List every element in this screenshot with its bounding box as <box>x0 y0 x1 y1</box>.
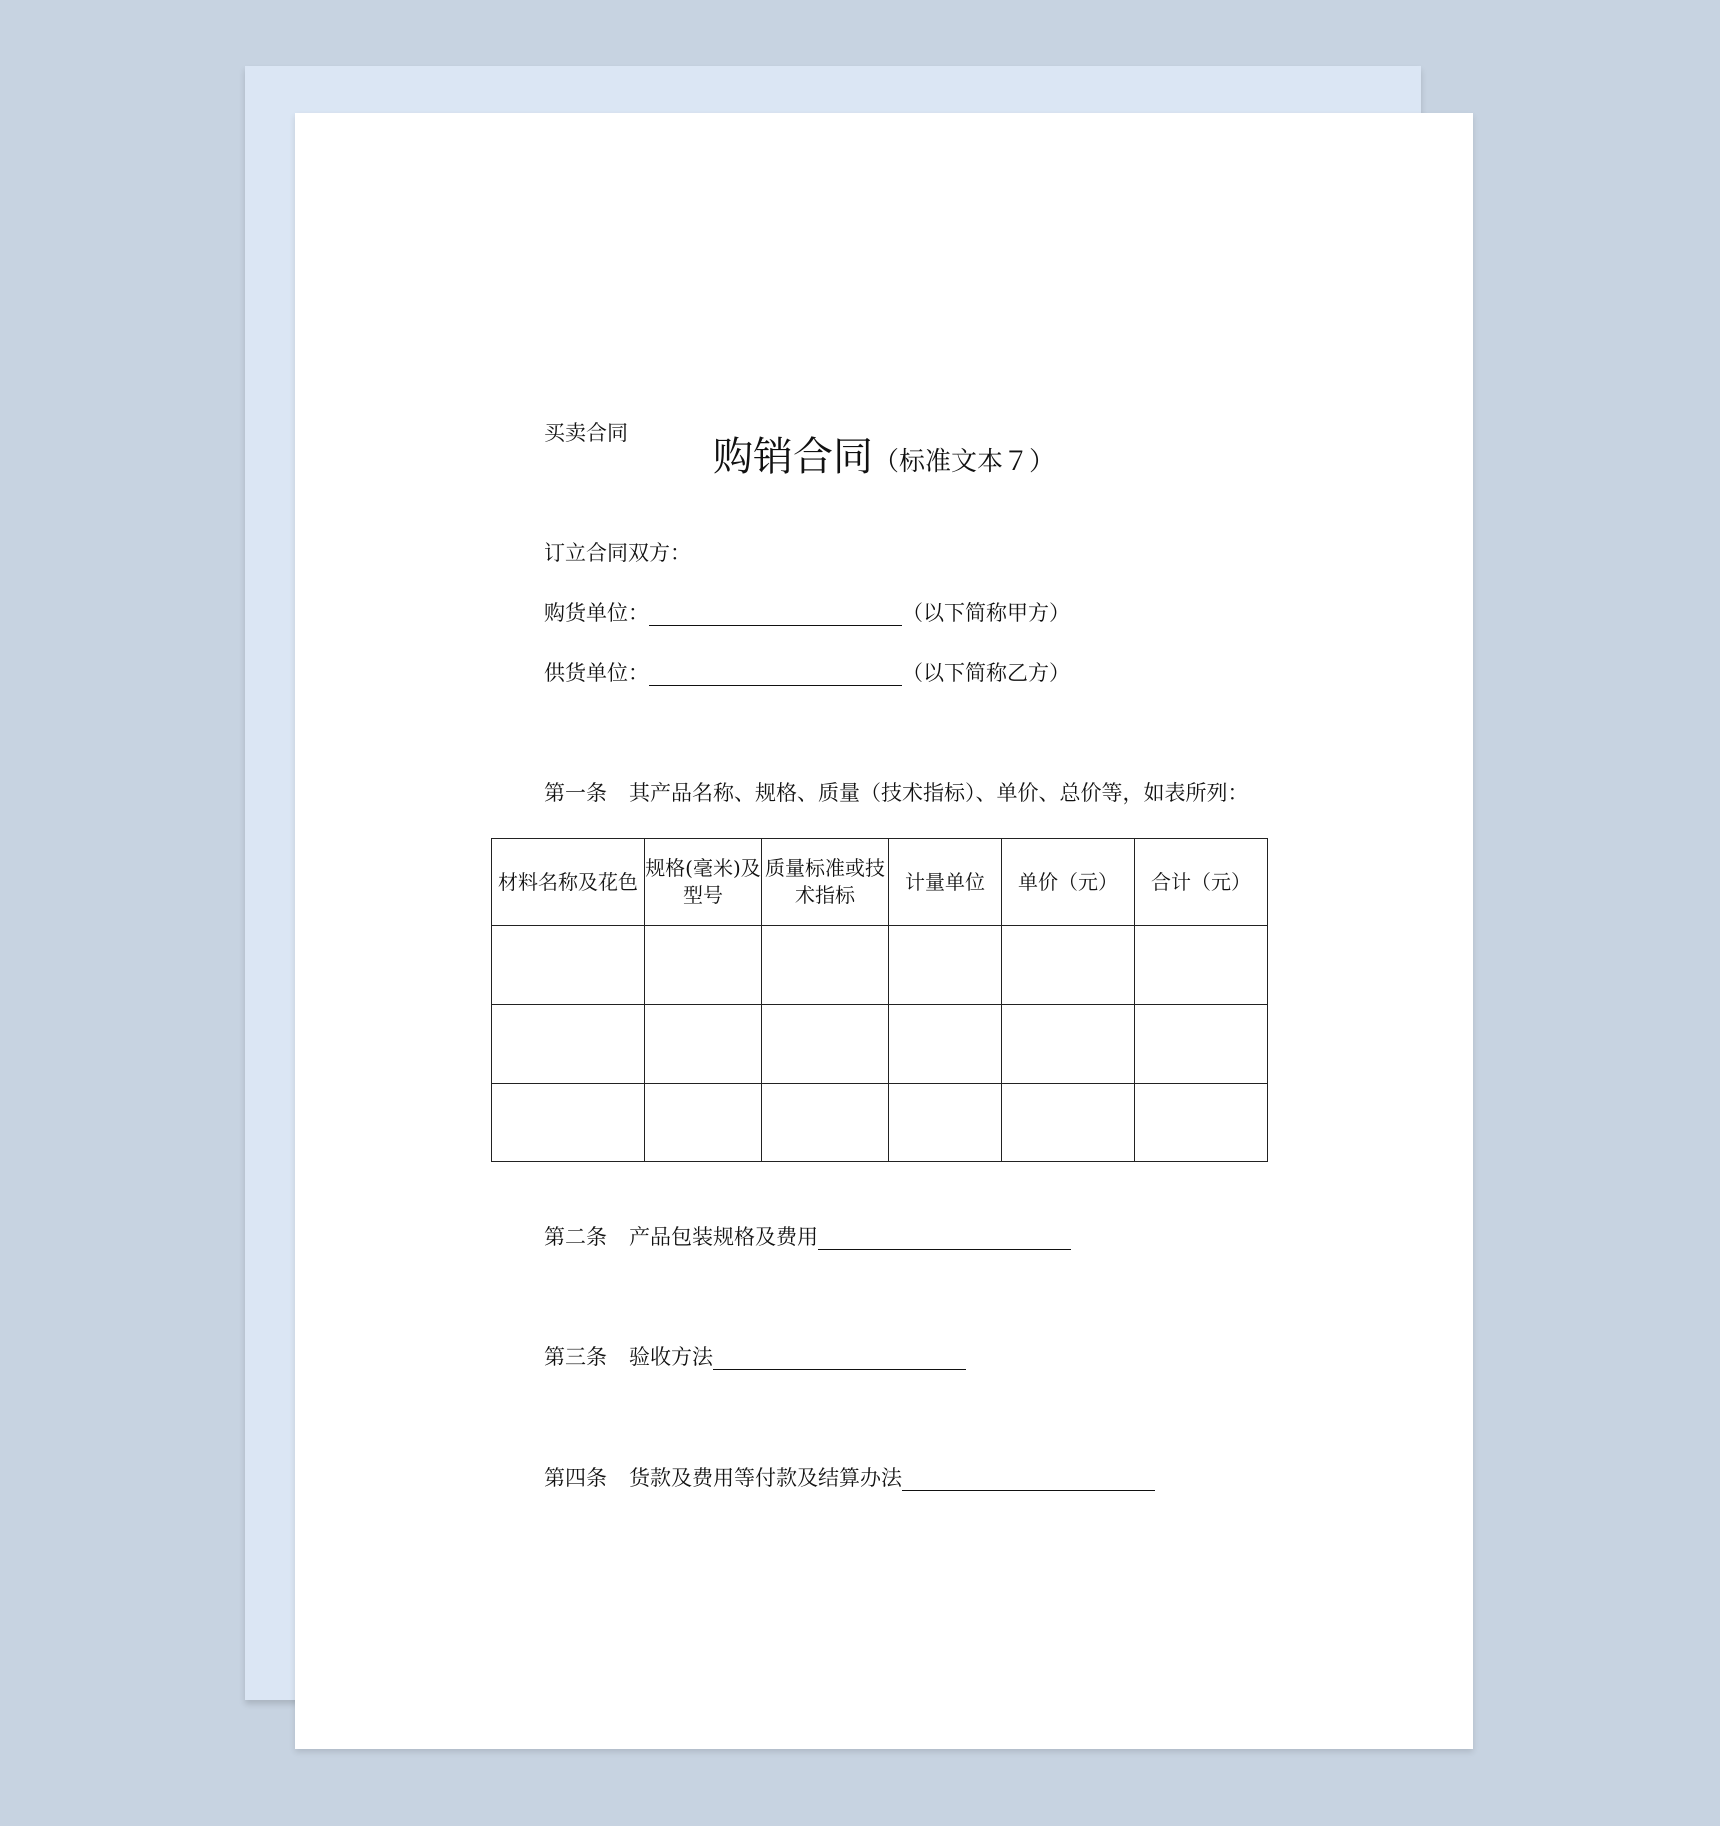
article-2-number: 第二条 <box>544 1225 607 1249</box>
seller-line <box>544 660 1070 686</box>
article-2-blank[interactable] <box>818 1227 1071 1250</box>
buyer-suffix: （以下简称甲方） <box>902 601 1070 625</box>
table-cell[interactable] <box>1135 926 1268 1005</box>
table-row <box>492 926 1268 1005</box>
table-cell[interactable] <box>1002 1084 1135 1162</box>
article-2 <box>544 1224 1071 1250</box>
table-cell[interactable] <box>889 1005 1002 1084</box>
article-1 <box>544 780 1249 806</box>
product-table <box>491 838 1268 1162</box>
parties-label: 订立合同双方： <box>544 541 691 565</box>
table-cell[interactable] <box>762 1005 889 1084</box>
table-row <box>492 1005 1268 1084</box>
table-cell[interactable] <box>492 926 645 1005</box>
seller-blank[interactable] <box>649 663 902 686</box>
table-cell[interactable] <box>889 1084 1002 1162</box>
seller-suffix: （以下简称乙方） <box>902 661 1070 685</box>
table-cell[interactable] <box>645 1084 762 1162</box>
header-cell: 质量标准或技术指标 <box>762 839 889 926</box>
subtitle: 买卖合同 <box>544 421 628 445</box>
table-cell[interactable] <box>889 926 1002 1005</box>
article-3-blank[interactable] <box>713 1347 966 1370</box>
article-1-number: 第一条 <box>544 781 607 805</box>
header-cell: 材料名称及花色 <box>492 839 645 926</box>
table-cell[interactable] <box>762 1084 889 1162</box>
seller-label: 供货单位： <box>544 661 649 685</box>
article-3-text: 验收方法 <box>629 1345 713 1369</box>
article-1-text: 其产品名称、规格、质量（技术指标）、单价、总价等，如表所列： <box>629 781 1249 805</box>
article-3 <box>544 1344 966 1370</box>
article-4-blank[interactable] <box>902 1468 1155 1491</box>
article-2-text: 产品包装规格及费用 <box>629 1225 818 1249</box>
table-cell[interactable] <box>762 926 889 1005</box>
table-cell[interactable] <box>492 1084 645 1162</box>
table-row <box>492 1084 1268 1162</box>
table-cell[interactable] <box>645 1005 762 1084</box>
article-4-text: 货款及费用等付款及结算办法 <box>629 1466 902 1490</box>
article-4 <box>544 1465 1155 1491</box>
buyer-label: 购货单位： <box>544 601 649 625</box>
title-main: 购销合同 <box>712 434 873 480</box>
buyer-line <box>544 600 1070 626</box>
table-cell[interactable] <box>645 926 762 1005</box>
header-cell: 计量单位 <box>889 839 1002 926</box>
table-cell[interactable] <box>492 1005 645 1084</box>
table-cell[interactable] <box>1135 1084 1268 1162</box>
table-header-row <box>492 839 1268 926</box>
document-title <box>295 425 1473 482</box>
table-cell[interactable] <box>1135 1005 1268 1084</box>
header-cell: 规格(毫米)及型号 <box>645 839 762 926</box>
title-sub: （标准文本７） <box>872 447 1055 477</box>
header-cell: 合计（元） <box>1135 839 1268 926</box>
header-cell: 单价（元） <box>1002 839 1135 926</box>
article-3-number: 第三条 <box>544 1345 607 1369</box>
table-cell[interactable] <box>1002 926 1135 1005</box>
buyer-blank[interactable] <box>649 603 902 626</box>
article-4-number: 第四条 <box>544 1466 607 1490</box>
table-cell[interactable] <box>1002 1005 1135 1084</box>
